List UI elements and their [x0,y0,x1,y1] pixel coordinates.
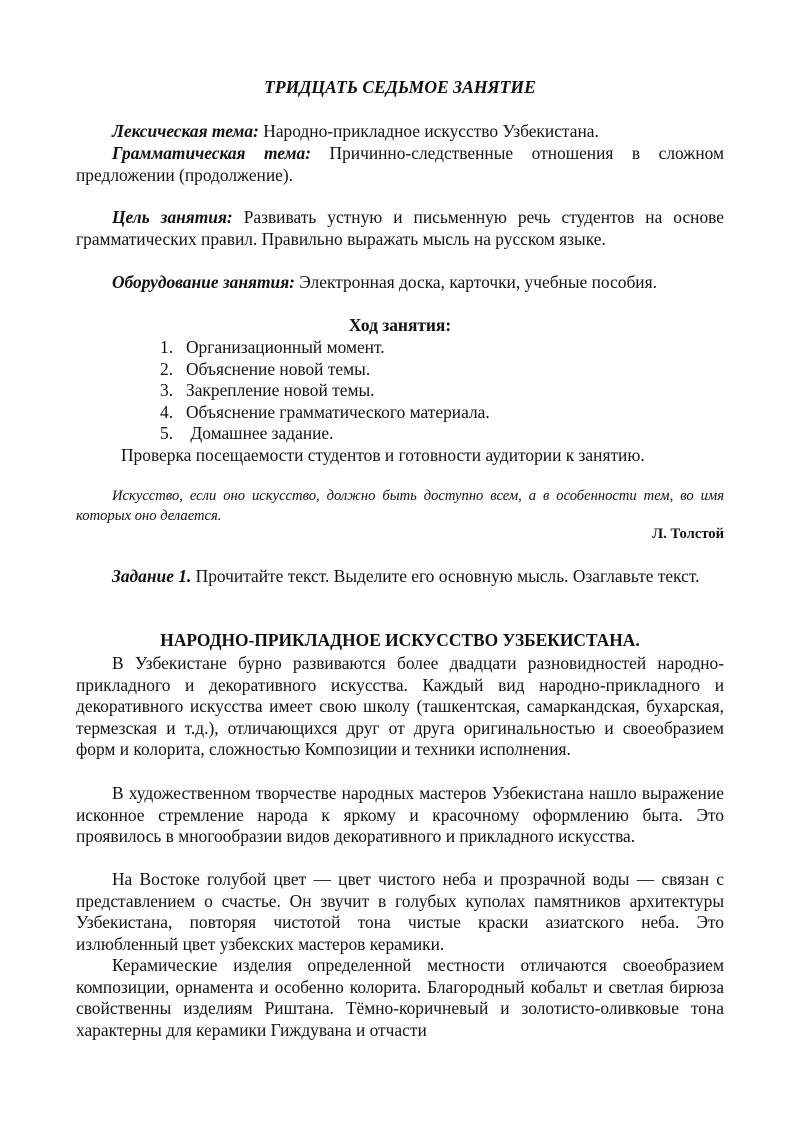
attendance-check: Проверка посещаемости студентов и готовности аудитории к занятию. [121,445,645,465]
grammar-topic [76,143,724,186]
lesson-title: ТРИДЦАТЬ СЕДЬМОЕ ЗАНЯТИЕ [264,77,536,97]
text-paragraph: Керамические изделия определенной местности отличаются своеобразием композиции, орнамента и особенно колорита. Благородный кобальт и светлая бирюза свойственны изделиям Риштана. Тёмно-коричневый и золотисто-оливковые тона характерны для керамики Гиждувана и отчасти [76,955,724,1040]
grammar-topic-text: Причинно-следственные отношения в сложном предложении (продолжение). [76,143,724,185]
list-item: 4. Объяснение грамматического материала. [160,401,490,422]
lesson-equipment-label: Оборудование занятия: [112,272,295,292]
lesson-goal [76,207,724,250]
text-title: НАРОДНО-ПРИКЛАДНОЕ ИСКУССТВО УЗБЕКИСТАНА. [160,630,640,650]
list-item: 1. Организационный момент. [160,337,385,357]
lesson-equipment [76,272,724,294]
lesson-goal-text: Развивать устную и письменную речь студентов на основе грамматических правил. Правильно выражать мысль на русском языке. [76,207,724,249]
lesson-plan-heading: Ход занятия: [348,315,452,335]
list-item: 2. Объяснение новой темы. [160,358,371,379]
task-1 [76,566,724,588]
lexical-topic-label: Лексическая тема: [112,121,259,141]
task-1-label: Задание 1. [112,566,192,586]
lexical-topic [76,121,724,143]
list-item: 5. Домашнее задание. [160,423,334,444]
lesson-equipment-text: Электронная доска, карточки, учебные пособия. [294,272,657,292]
lexical-topic-text: Народно-прикладное искусство Узбекистана. [258,121,599,141]
grammar-topic-label: Грамматическая тема: [112,143,311,163]
epigraph-quote: Искусство, если оно искусство, должно быть доступно всем, а в особенности тем, во имя которых оно делается. [76,488,724,524]
text-paragraph: В художественном творчестве народных мастеров Узбекистана нашло выражение исконное стремление народа к яркому и красочному оформлению быта. Это проявилось в многообразии видов декоративного и прикладного искусства. [76,783,724,847]
text-paragraph: В Узбекистане бурно развиваются более двадцати разновидностей народно-прикладного и декоративного искусства. Каждый вид народно-прикладного и декоративного искусства имеет свою школу (ташкентская, самаркандская, бухарская, термезская и т.д.), отличающихся друг от друга оригинальностью и своеобразием форм и колорита, сложностью Композиции и техники исполнения. [76,653,724,760]
list-item: 3. Закрепление новой темы. [160,380,375,401]
task-1-text: Прочитайте текст. Выделите его основную мысль. Озаглавьте текст. [191,566,700,586]
epigraph-author: Л. Толстой [652,526,724,542]
lesson-goal-label: Цель занятия: [112,207,233,227]
lesson-plan-list [160,337,490,445]
text-paragraph: На Востоке голубой цвет — цвет чистого неба и прозрачной воды — связан с представлением о счастье. Он звучит в голубых куполах памятников архитектуры Узбекистана, повторяя чистотой тона чистые краски азиатского неба. Это излюбленный цвет узбекских мастеров керамики. [76,869,724,954]
